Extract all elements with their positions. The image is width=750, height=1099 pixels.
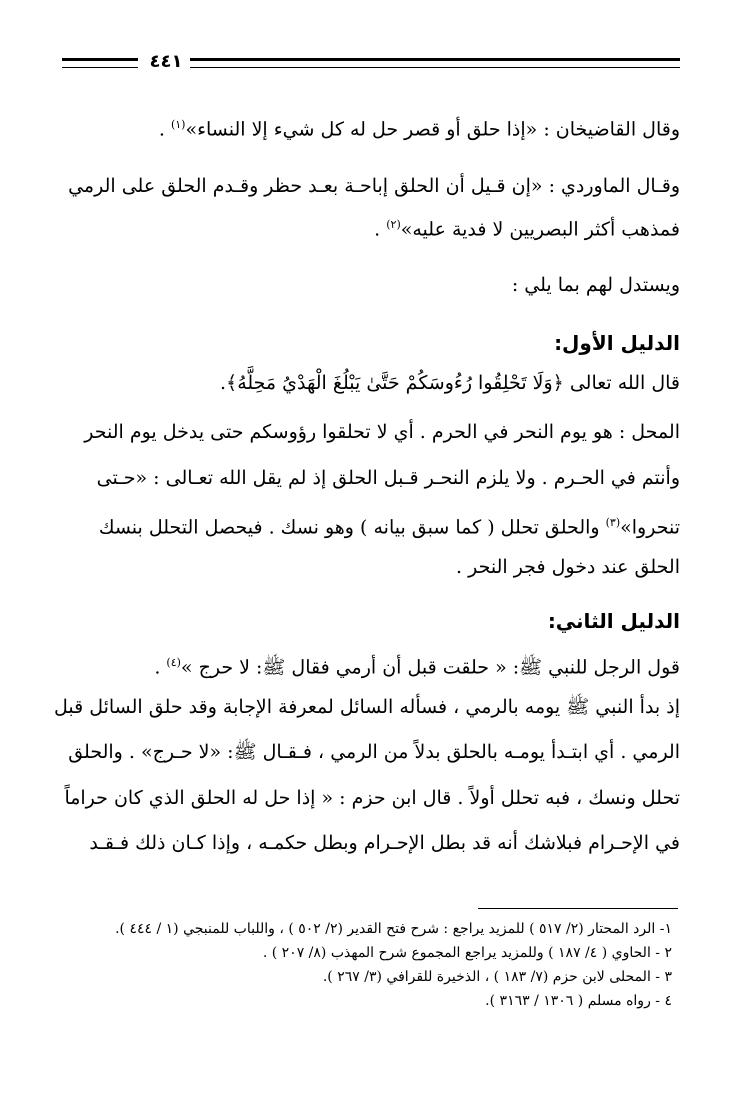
text-line: وأنتم في الحـرم . ولا يلزم النحـر قـبل الحلق إذ لم يقل الله تعـالى : «حـتى <box>96 467 680 489</box>
text-line: وقـال الماوردي : «إن قـيل أن الحلق إباحـة بعـد حظر وقـدم الحلق على الرمي <box>68 175 680 197</box>
text-segment: . <box>374 218 381 241</box>
section-heading: الدليل الثاني: <box>547 609 680 633</box>
footnote: ٤ - رواه مسلم ( ١٣٠٦ / ٣١٦٣ ). <box>485 993 672 1009</box>
text-line: المحل : هو يوم النحر في الحرم . أي لا تحلقوا رؤوسكم حتى يدخل يوم النحر <box>84 421 680 443</box>
text-segment: والحلق تحلل ( كما سبق بيانه ) وهو نسك . فيحصل التحلل بنسك <box>98 516 600 539</box>
text-line <box>374 208 680 246</box>
text-segment: قول الرجل للنبي ﷺ: « حلقت قبل أن أرمي فقال ﷺ: لا حرج » <box>180 656 680 679</box>
text-line: الحلق عند دخول فجر النحر . <box>456 556 680 578</box>
text-line: إذ بدأ النبي ﷺ يومه بالرمي ، فسأله السائل لمعرفة الإجابة وقد حلق السائل قبل <box>53 696 680 718</box>
section-heading: الدليل الأول: <box>554 331 680 355</box>
text-line: الرمي . أي ابتـدأ يومـه بالحلق بدلاً من الرمي ، فـقـال ﷺ: «لا حـرج» . والحلق <box>68 741 680 763</box>
footnote: ٣ - المحلى لابن حزم (٧/ ١٨٣ ) ، الذخيرة للقرافي (٣/ ٢٦٧ ). <box>322 969 672 985</box>
text-line: تحلل ونسك ، فبه تحلل أولاً . قال ابن حزم : « إذا حل له الحلق الذي كان حراماً <box>64 787 680 809</box>
text-line <box>154 646 680 684</box>
text-segment: . <box>158 118 165 141</box>
text-segment: . <box>154 656 161 679</box>
footnote-ref: (٤) <box>166 656 181 669</box>
footnote-ref: (١) <box>170 118 186 131</box>
header-rule-right <box>190 58 680 61</box>
header-rule-left-thin <box>62 67 142 68</box>
footnote: ١- الرد المحتار (٢/ ٥١٧ ) للمزيد يراجع : شرح فتح القدير (٢/ ٥٠٢ ) ، واللباب للمنبجي (١ / ٤٤٤ ). <box>115 921 672 937</box>
page-number: ٤٤١ <box>138 50 194 74</box>
header-rule-right-thin <box>190 67 680 68</box>
text-line: ويستدل لهم بما يلي : <box>511 274 680 296</box>
footnote-ref: (٣) <box>605 516 621 529</box>
text-line <box>159 108 680 146</box>
footnote-ref: (٢) <box>386 218 401 231</box>
text-segment: وقال القاضيخان : «إذا حلق أو قصر حل له كل شيء إلا النساء» <box>185 118 680 141</box>
footnote-separator <box>478 908 678 909</box>
text-line: قال الله تعالى ﴿وَلَا تَحْلِقُوا رُءُوسَكُمْ حَتَّىٰ يَبْلُغَ الْهَدْيُ مَحِلَّهُ﴾. <box>220 372 680 394</box>
footnote: ٢ - الحاوي ( ٤/ ١٨٧ ) وللمزيد يراجع المجموع شرح المهذب (٨/ ٢٠٧ ) . <box>262 945 672 961</box>
text-line <box>99 506 680 544</box>
text-line: في الإحـرام فبلاشك أنه قد بطل الإحـرام وبطل حكمـه ، وإذا كـان ذلك فـقـد <box>89 832 680 854</box>
text-segment: تنحروا» <box>620 516 680 539</box>
text-segment: فمذهب أكثر البصريين لا فدية عليه» <box>400 218 680 241</box>
header-rule-left <box>62 58 142 61</box>
